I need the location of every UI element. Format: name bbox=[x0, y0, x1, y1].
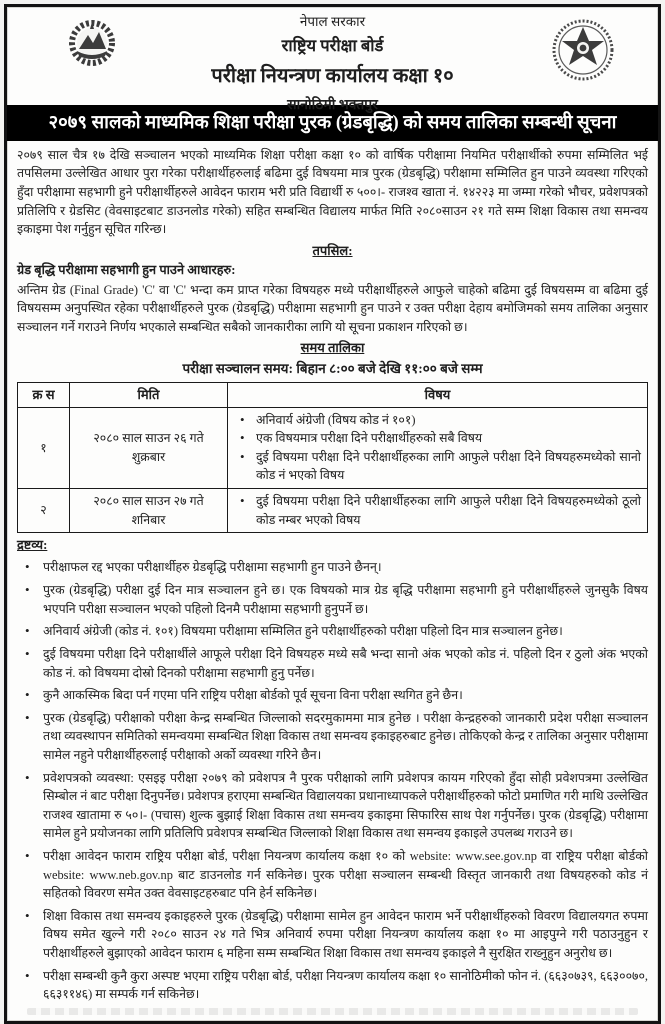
header-government-line: नेपाल सरकार bbox=[299, 14, 366, 29]
note-item: • पुरक (ग्रेडबृद्धि) परीक्षा दुई दिन मात्र सञ्चालन हुने छ। एक विषयको मात्र ग्रेड बृद्धि परीक्षामा सहभागी हुने परीक्षार्थीहरुले जुनसुकै विषय भएपनि परीक्षा सञ्चालन भएको पहिलो दिनमै परीक्षामा सहभागी हुनुपर्ने छ। bbox=[17, 581, 648, 618]
table-row bbox=[18, 489, 648, 533]
row1-subject-item: • एक विषयमात्र परीक्षा दिने परीक्षार्थीहरुको सबै विषय bbox=[232, 429, 641, 448]
header-board-name: राष्ट्रिय परीक्षा बोर्ड bbox=[281, 35, 384, 55]
row1-sn: १ bbox=[18, 407, 70, 488]
row2-date: २०८० साल साउन २७ गते शनिबार bbox=[70, 489, 228, 533]
note-item: • प्रवेशपत्रको व्यवस्था: एसइइ परीक्षा २०७९ को प्रवेशपत्र नै पुरक परीक्षाको लागि प्रवेशपत्र कायम गरिएको हुँदा सोही प्रवेशपत्रमा उल्लेखित सिम्बोल नं बाट परीक्षा दिनुपर्नेछ। प्रवेशपत्र हराएमा सम्बन्धित विद्यालयका प्रधानाध्यापकले परीक्षार्थीहरुको फोटो प्रमाणित गरी माथि उल्लेखित राजश्व खातामा रु ५०।- (पचास) शुल्क बुझाई शिक्षा विकास तथा समन्वय इकाइमा सिफारिस साथ पेश गर्नुपर्नेछ। पुरक (ग्रेडबृद्धि) परीक्षामा सामेल हुने प्रयोजनका लागि प्रतिलिपि प्रवेशपत्र सम्बन्धित जिल्लाको शिक्षा विकास तथा समन्वय इकाइले उपलब्ध गराउने छ। bbox=[17, 769, 648, 843]
note-item: • परीक्षाफल रद्द भएका परीक्षार्थीहरु ग्रेडबृद्धि परीक्षामा सहभागी हुन पाउने छैनन्। bbox=[17, 558, 648, 577]
schedule-header-row bbox=[18, 383, 648, 408]
col-header-date: मिति bbox=[70, 383, 228, 408]
notes-list bbox=[17, 558, 648, 1003]
eligibility-paragraph: अन्तिम ग्रेड (Final Grade) 'C' वा 'C' भन्दा कम प्राप्त गरेका विषयहरु मध्ये परीक्षार्थीहरुले आफुले चाहेको बढिमा दुई विषयसम्म वा बढिमा दुई विषयसम्म अनुपस्थित रहेका परीक्षार्थीहरुले पुरक (ग्रेडबृद्धि) परीक्षामा सहभागी हुन पाउने र उक्त परीक्षा देहाय बमोजिमको समय तालिका अनुसार सञ्चालन गर्ने गराउने निर्णय भएकाले सम्बन्धित सबैको जानकारीका लागि यो सूचना प्रकाशन गरिएको छ। bbox=[17, 282, 648, 334]
header-location: सानोठिमी भक्तपुर bbox=[287, 97, 378, 113]
tapasil-heading: तपसिल: bbox=[312, 242, 353, 258]
row2-subjects bbox=[228, 489, 648, 533]
notes-heading: द्रष्टव्य: bbox=[17, 538, 48, 553]
nepal-government-emblem-icon bbox=[59, 17, 125, 77]
row1-subject-item: • अनिवार्य अंग्रेजी (विषय कोड नं १०१) bbox=[232, 411, 641, 430]
examination-board-seal-icon bbox=[550, 17, 616, 83]
cropped-text-line bbox=[27, 1008, 638, 1015]
table-row bbox=[18, 407, 648, 488]
col-header-subject: विषय bbox=[228, 383, 648, 408]
note-item: • पुरक (ग्रेडबृद्धि) परीक्षाको परीक्षा केन्द्र सम्बन्धित जिल्लाको सदरमुकाममा मात्र हुनेछ । परीक्षा केन्द्रहरुको जानकारी प्रदेश परीक्षा सञ्चालन तथा व्यवस्थापन समितिको समन्वयमा सम्बन्धित शिक्षा विकास तथा समन्वय इकाइहरुबाट हुनेछ। तोकिएको केन्द्र र तालिका अनुसार परीक्षामा सामेल नहुने परीक्षार्थीहरुलाई परीक्षाको अर्को व्यवस्था गरिने छैन। bbox=[17, 709, 648, 765]
note-item: • कुनै आकस्मिक बिदा पर्न गएमा पनि राष्ट्रिय परीक्षा बोर्डको पूर्व सूचना विना परीक्षा स्थगित हुने छैन। bbox=[17, 686, 648, 705]
schedule-table bbox=[17, 382, 648, 533]
document-header bbox=[7, 7, 658, 113]
row2-sn: २ bbox=[18, 489, 70, 533]
eligibility-heading: ग्रेड बृद्धि परीक्षामा सहभागी हुन पाउने आधारहरु: bbox=[17, 263, 236, 278]
col-header-sn: क्र स bbox=[18, 383, 70, 408]
note-item: • दुई विषयमा परीक्षा दिने परीक्षार्थीले आफूले परीक्षा दिने विषयहरु मध्ये सबै भन्दा सानो अंक भएको कोड नं. पहिलो दिन र ठुलो अंक भएको कोड नं. को विषयमा दोस्रो दिनको परीक्षामा सहभागी हुनु पर्नेछ। bbox=[17, 645, 648, 682]
row1-subjects bbox=[228, 407, 648, 488]
notice-title-banner: २०७९ सालको माध्यमिक शिक्षा परीक्षा पुरक (ग्रेडबृद्धि) को समय तालिका सम्बन्धी सूचना bbox=[7, 105, 658, 141]
row1-date: २०८० साल साउन २६ गते शुक्रबार bbox=[70, 407, 228, 488]
note-item: • शिक्षा विकास तथा समन्वय इकाइहरुले पुरक (ग्रेडबृद्धि) परीक्षामा सामेल हुन आवेदन फाराम भर्ने परीक्षार्थीहरुको विवरण विद्यालयगत रुपमा विषय समेत खुल्ने गरी २०८० साउन २४ गते भित्र अनिवार्य रुपमा परीक्षा नियन्त्रण कार्यालय कक्षा १० मा आइपुग्ने गरी पठाउनुहुन र परीक्षार्थीहरुले बुझाएको आवेदन फाराम ६ महिना सम्म सम्बन्धित शिक्षा विकास तथा समन्वय इकाइले नै सुरक्षित राख्नुहुन अनुरोध छ। bbox=[17, 907, 648, 963]
note-item: • परीक्षा आवेदन फाराम राष्ट्रिय परीक्षा बोर्ड, परीक्षा नियन्त्रण कार्यालय कक्षा १० को website: www.see.gov.np वा राष्ट्रिय परीक्षा बोर्डको website: www.neb.gov.np बाट डाउनलोड गर्न सकिनेछ। पुरक परीक्षा सञ्चालन सम्बन्धी विस्तृत जानकारी तथा विषयहरुको कोड नं सहितको विवरण समेत उक्त वेवसाइटहरुबाट पनि हेर्न सकिनेछ। bbox=[17, 847, 648, 903]
header-office-name: परीक्षा नियन्त्रण कार्यालय कक्षा १० bbox=[211, 64, 454, 87]
row1-subject-item: • दुई विषयमा परीक्षा दिने परीक्षार्थीहरुका लागि आफुले परीक्षा दिने विषयहरुमध्येको सानो कोड नं भएको विषय bbox=[232, 448, 641, 485]
note-item: • परीक्षा सम्बन्धी कुनै कुरा अस्पष्ट भएमा राष्ट्रिय परीक्षा बोर्ड, परीक्षा नियन्त्रण कार्यालय कक्षा १० सानोठिमीको फोन नं. (६६३०७३९, ६६३००७०, ६६३११४६) मा सम्पर्क गर्न सकिनेछ। bbox=[17, 967, 648, 1004]
note-item: • अनिवार्य अंग्रेजी (कोड नं. १०१) विषयमा परीक्षामा सम्मिलित हुने परीक्षार्थीहरुको परीक्षा पहिलो दिन मात्र सञ्चालन हुनेछ। bbox=[17, 622, 648, 641]
row2-subject-item: • दुई विषयमा परीक्षा दिने परीक्षार्थीहरुका लागि आफुले परीक्षा दिने विषयहरुमध्येको ठूलो कोड नम्बर भएको विषय bbox=[232, 492, 641, 529]
intro-paragraph: २०७९ साल चैत्र १७ देखि सञ्चालन भएको माध्यमिक शिक्षा परीक्षा कक्षा १० को वार्षिक परीक्षामा नियमित परीक्षार्थीको रुपमा सम्मिलित भई तपसिलमा उल्लेखित आधार पुरा गरेका परीक्षार्थीहरुलाई बढिमा दुई विषयमा मात्र पुरक (ग्रेडबृद्धि) परीक्षामा सम्मिलित हुन पाउने व्यवस्था गरिएको हुँदा परीक्षामा सहभागी हुने परीक्षार्थीहरुले आवेदन फाराम भरी प्रति विद्यार्थी रु ५००।- राजश्व खाता नं. १४२२३ मा जम्मा गरेको भौचर, प्रवेशपत्रको प्रतिलिपि र ग्रेडसिट (वेवसाइटबाट डाउनलोड गरेको) सहित सम्बन्धित विद्यालय मार्फत मिति २०८०साउन २१ गते सम्म शिक्षा विकास तथा समन्वय इकाइमा पेश गर्नुहुन सूचित गरिन्छ। bbox=[17, 147, 648, 237]
exam-time-line: परीक्षा सञ्चालन समय: बिहान ८:०० बजे देखि ११:०० बजे सम्म bbox=[182, 360, 483, 376]
notice-document bbox=[4, 4, 661, 1024]
notice-body bbox=[7, 141, 658, 1015]
schedule-heading: समय तालिका bbox=[300, 340, 365, 356]
